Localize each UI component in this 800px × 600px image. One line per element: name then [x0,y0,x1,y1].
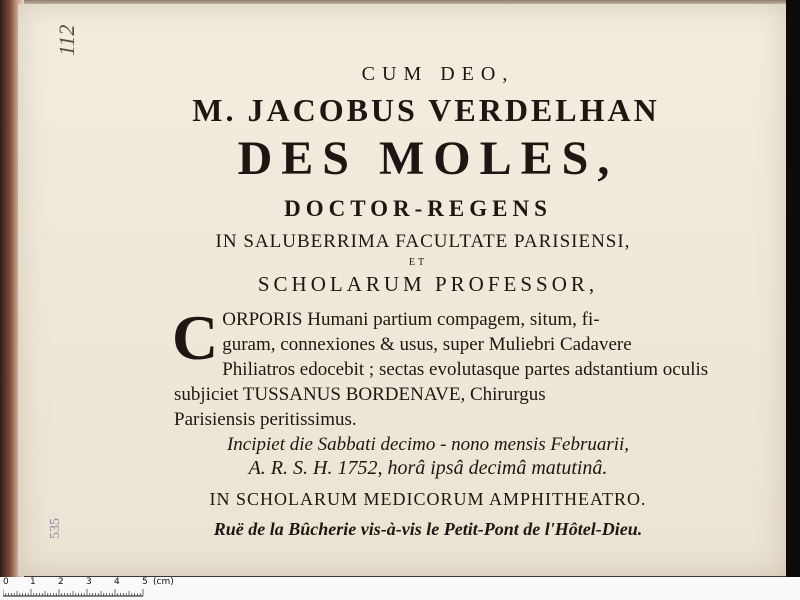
heading-cum-deo: CUM DEO, [361,63,515,85]
paragraph-line: subjiciet TUSSANUS BORDENAVE, Chirurgus [174,384,546,405]
ruler-label: (cm) [153,577,174,587]
paragraph-line: Parisiensis peritissimus. [174,409,357,430]
ruler-ticks [3,589,149,597]
scale-ruler [0,577,800,600]
ruler-label: 1 [30,577,36,587]
folio-number: 112 [54,24,79,56]
ruler-label: 5 [142,577,148,587]
library-stamp: 535 [48,518,63,539]
paragraph-line: guram, connexiones & usus, super Muliebri Cadavere [222,334,632,355]
ruler-label: 3 [86,577,92,587]
ruler-label: 2 [58,577,64,587]
street-line: Ruë de la Bûcherie vis-à-vis le Petit-Pont de l'Hôtel-Dieu. [213,519,643,539]
professor-line: SCHOLARUM PROFESSOR, [257,272,599,296]
ruler-label: 0 [3,577,9,587]
drop-cap: C [172,302,219,373]
conjunction-et: ET [408,257,428,268]
ruler-label: 4 [114,577,120,587]
main-paragraph [172,302,709,432]
date-line-1: Incipiet die Sabbati decimo - nono mensis Februarii, [226,434,630,455]
title-doctor-regens: DOCTOR-REGENS [284,196,552,221]
location-line: IN SCHOLARUM MEDICORUM AMPHITHEATRO. [209,489,647,509]
author-name-line2: DES MOLES, [237,132,619,185]
faculty-line: IN SALUBERRIMA FACULTATE PARISIENSI, [215,231,631,252]
paragraph-line: Philiatros edocebit ; sectas evolutasque partes adstantium oculis [222,359,709,380]
background-dark-strip [786,0,800,600]
date-line-2: A. R. S. H. 1752, horâ ipsâ decimâ matutinâ. [248,457,608,479]
author-name-line1: M. JACOBUS VERDELHAN [192,92,660,128]
document-page [18,4,786,576]
paragraph-line: ORPORIS Humani partium compagem, situm, fi- [222,309,600,330]
